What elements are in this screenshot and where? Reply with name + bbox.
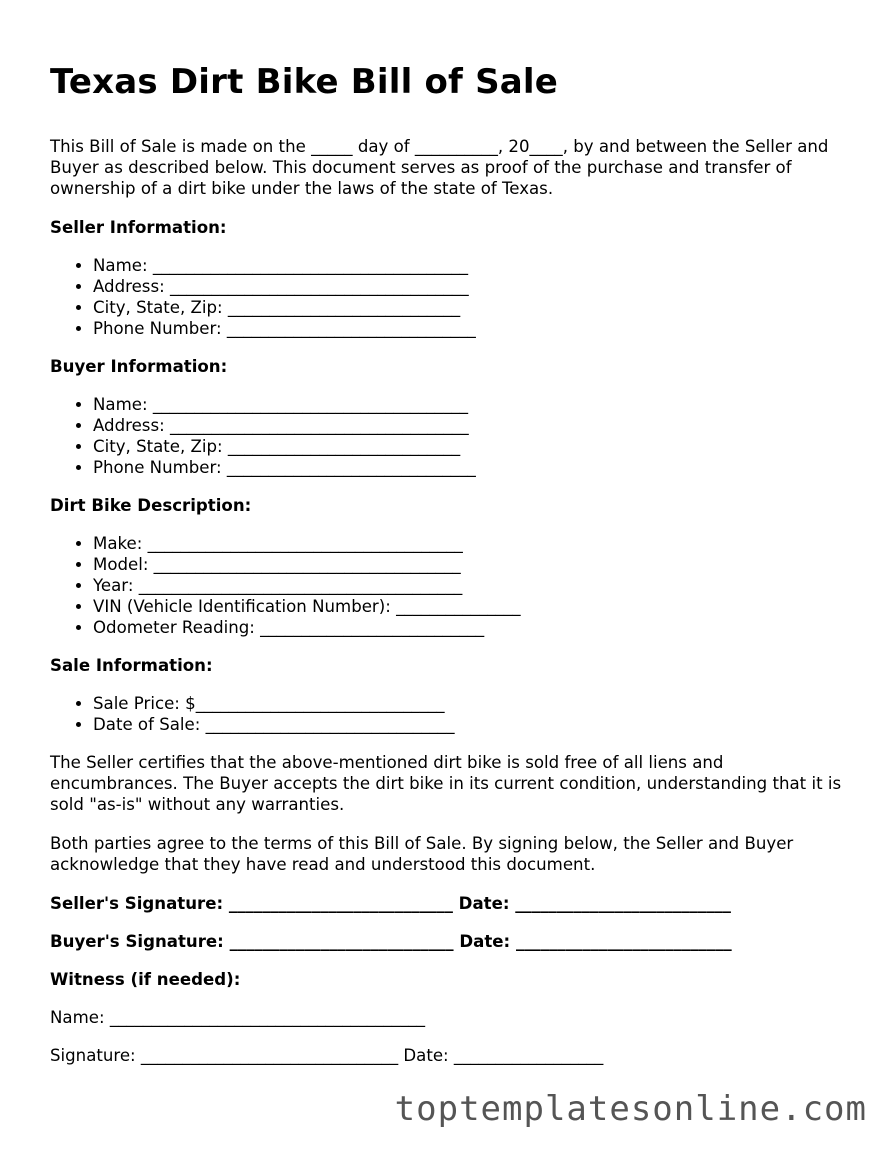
seller-phone-field: • Phone Number: ______________________________ bbox=[93, 318, 850, 339]
witness-name-line: Name: ______________________________________ bbox=[50, 1008, 426, 1027]
sale-heading: Sale Information: bbox=[50, 656, 213, 675]
buyer-phone-field: • Phone Number: ______________________________ bbox=[93, 457, 850, 478]
agreement-paragraph: Both parties agree to the terms of this Bill of Sale. By signing below, the Seller and Buyer acknowledge that they have read and understood this document. bbox=[50, 834, 794, 874]
watermark: toptemplatesonline.com bbox=[394, 1089, 867, 1129]
seller-signature-line: Seller's Signature: ___________________________ Date: __________________________ bbox=[50, 894, 731, 913]
sale-list bbox=[50, 693, 850, 735]
certification-paragraph: The Seller certifies that the above-mentioned dirt bike is sold free of all liens and encumbrances. The Buyer accepts the dirt bike in its current condition, understanding that it is sold "as-is" without any warranties. bbox=[50, 753, 842, 814]
seller-name-field: • Name: ______________________________________ bbox=[93, 255, 850, 276]
seller-address-field: • Address: ____________________________________ bbox=[93, 276, 850, 297]
buyer-name-field: • Name: ______________________________________ bbox=[93, 394, 850, 415]
witness-heading: Witness (if needed): bbox=[50, 970, 241, 989]
seller-city-field: • City, State, Zip: ____________________________ bbox=[93, 297, 850, 318]
buyer-city-field: • City, State, Zip: ____________________________ bbox=[93, 436, 850, 457]
intro-paragraph: This Bill of Sale is made on the _____ day of __________, 20____, by and between the Seller and Buyer as described below. This document serves as proof of the purchase and transfer of ownership of a dirt bike under the laws of the state of Texas. bbox=[50, 137, 829, 198]
sale-date-field: • Date of Sale: ______________________________ bbox=[93, 714, 850, 735]
witness-signature-line: Signature: _______________________________ Date: __________________ bbox=[50, 1046, 604, 1065]
buyer-signature-line: Buyer's Signature: ___________________________ Date: __________________________ bbox=[50, 932, 732, 951]
buyer-address-field: • Address: ____________________________________ bbox=[93, 415, 850, 436]
bike-list bbox=[50, 533, 850, 638]
bike-make-field: • Make: ______________________________________ bbox=[93, 533, 850, 554]
seller-list bbox=[50, 255, 850, 339]
bike-year-field: • Year: _______________________________________ bbox=[93, 575, 850, 596]
bike-odometer-field: • Odometer Reading: ___________________________ bbox=[93, 617, 850, 638]
document-page bbox=[50, 62, 850, 1083]
bike-heading: Dirt Bike Description: bbox=[50, 496, 252, 515]
seller-heading: Seller Information: bbox=[50, 218, 227, 237]
document-title: Texas Dirt Bike Bill of Sale bbox=[50, 62, 559, 102]
bike-vin-field: • VIN (Vehicle Identification Number): _______________ bbox=[93, 596, 850, 617]
sale-price-field: • Sale Price: $______________________________ bbox=[93, 693, 850, 714]
buyer-heading: Buyer Information: bbox=[50, 357, 228, 376]
buyer-list bbox=[50, 394, 850, 478]
bike-model-field: • Model: _____________________________________ bbox=[93, 554, 850, 575]
